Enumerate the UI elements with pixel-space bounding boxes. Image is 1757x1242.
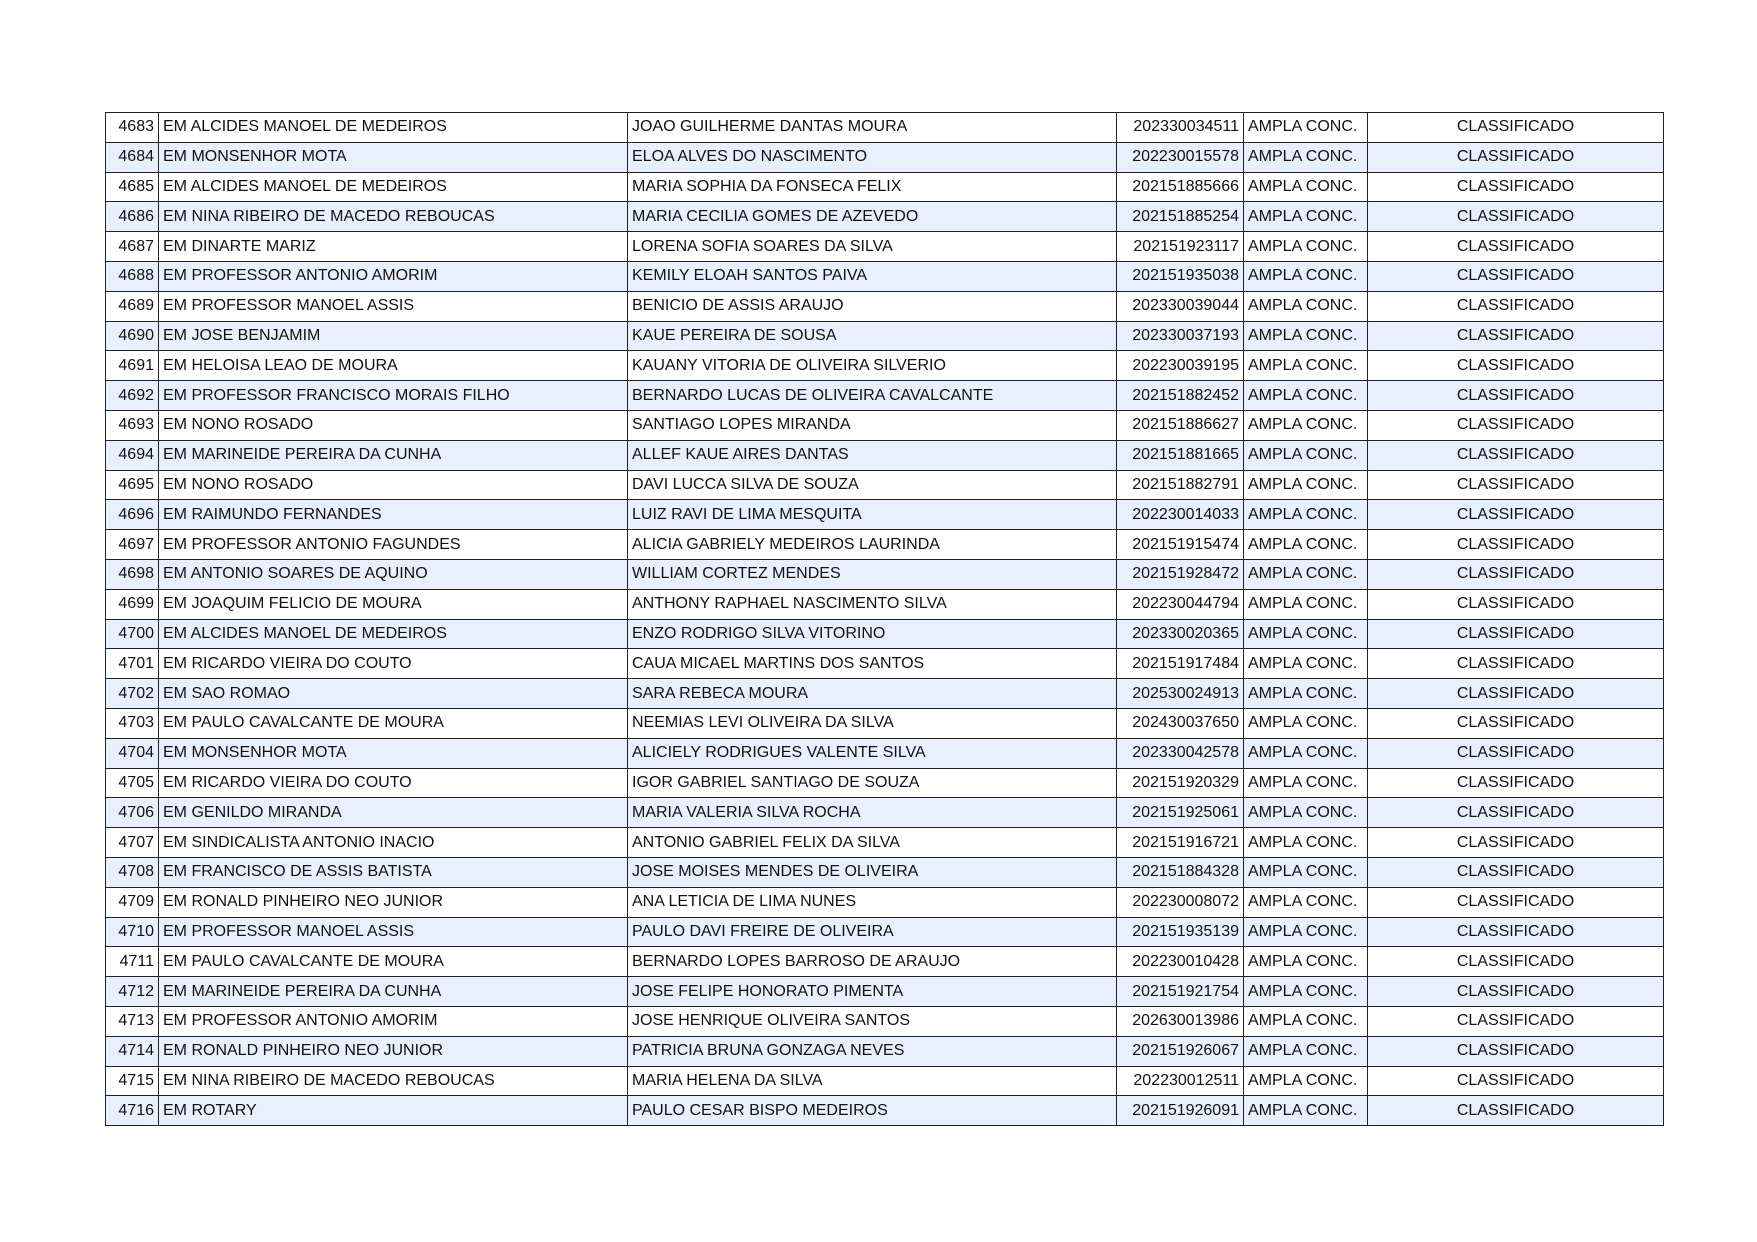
school-cell: EM NONO ROSADO [159, 470, 628, 500]
registration-id-cell: 202151921754 [1117, 977, 1244, 1007]
school-cell: EM GENILDO MIRANDA [159, 798, 628, 828]
school-cell: EM MARINEIDE PEREIRA DA CUNHA [159, 440, 628, 470]
status-cell: CLASSIFICADO [1368, 798, 1664, 828]
table-row [106, 470, 1664, 500]
table-row [106, 679, 1664, 709]
modality-cell: AMPLA CONC. [1244, 1006, 1368, 1036]
status-cell: CLASSIFICADO [1368, 381, 1664, 411]
modality-cell: AMPLA CONC. [1244, 1096, 1368, 1126]
row-number-cell: 4707 [106, 828, 159, 858]
status-cell: CLASSIFICADO [1368, 113, 1664, 143]
registration-id-cell: 202230012511 [1117, 1066, 1244, 1096]
modality-cell: AMPLA CONC. [1244, 708, 1368, 738]
modality-cell: AMPLA CONC. [1244, 410, 1368, 440]
school-cell: EM PROFESSOR ANTONIO AMORIM [159, 261, 628, 291]
registration-id-cell: 202330039044 [1117, 291, 1244, 321]
student-name-cell: ELOA ALVES DO NASCIMENTO [628, 142, 1117, 172]
modality-cell: AMPLA CONC. [1244, 738, 1368, 768]
table-row [106, 440, 1664, 470]
row-number-cell: 4687 [106, 232, 159, 262]
school-cell: EM NONO ROSADO [159, 410, 628, 440]
modality-cell: AMPLA CONC. [1244, 977, 1368, 1007]
table-row [106, 619, 1664, 649]
modality-cell: AMPLA CONC. [1244, 440, 1368, 470]
table-row [106, 917, 1664, 947]
registration-id-cell: 202151882791 [1117, 470, 1244, 500]
modality-cell: AMPLA CONC. [1244, 559, 1368, 589]
student-name-cell: SANTIAGO LOPES MIRANDA [628, 410, 1117, 440]
student-name-cell: ENZO RODRIGO SILVA VITORINO [628, 619, 1117, 649]
registration-id-cell: 202430037650 [1117, 708, 1244, 738]
row-number-cell: 4699 [106, 589, 159, 619]
registration-id-cell: 202330042578 [1117, 738, 1244, 768]
status-cell: CLASSIFICADO [1368, 828, 1664, 858]
status-cell: CLASSIFICADO [1368, 619, 1664, 649]
table-row [106, 202, 1664, 232]
status-cell: CLASSIFICADO [1368, 291, 1664, 321]
modality-cell: AMPLA CONC. [1244, 142, 1368, 172]
table-row [106, 410, 1664, 440]
status-cell: CLASSIFICADO [1368, 917, 1664, 947]
school-cell: EM MONSENHOR MOTA [159, 142, 628, 172]
student-name-cell: BERNARDO LUCAS DE OLIVEIRA CAVALCANTE [628, 381, 1117, 411]
student-name-cell: ANTONIO GABRIEL FELIX DA SILVA [628, 828, 1117, 858]
status-cell: CLASSIFICADO [1368, 142, 1664, 172]
modality-cell: AMPLA CONC. [1244, 768, 1368, 798]
modality-cell: AMPLA CONC. [1244, 291, 1368, 321]
status-cell: CLASSIFICADO [1368, 947, 1664, 977]
row-number-cell: 4716 [106, 1096, 159, 1126]
row-number-cell: 4706 [106, 798, 159, 828]
student-name-cell: JOSE MOISES MENDES DE OLIVEIRA [628, 857, 1117, 887]
student-name-cell: LORENA SOFIA SOARES DA SILVA [628, 232, 1117, 262]
status-cell: CLASSIFICADO [1368, 500, 1664, 530]
registration-id-cell: 202630013986 [1117, 1006, 1244, 1036]
modality-cell: AMPLA CONC. [1244, 589, 1368, 619]
row-number-cell: 4696 [106, 500, 159, 530]
row-number-cell: 4705 [106, 768, 159, 798]
row-number-cell: 4693 [106, 410, 159, 440]
student-name-cell: MARIA HELENA DA SILVA [628, 1066, 1117, 1096]
registration-id-cell: 202151935038 [1117, 261, 1244, 291]
status-cell: CLASSIFICADO [1368, 1006, 1664, 1036]
school-cell: EM PROFESSOR MANOEL ASSIS [159, 291, 628, 321]
row-number-cell: 4694 [106, 440, 159, 470]
school-cell: EM ROTARY [159, 1096, 628, 1126]
school-cell: EM RAIMUNDO FERNANDES [159, 500, 628, 530]
student-name-cell: PAULO DAVI FREIRE DE OLIVEIRA [628, 917, 1117, 947]
row-number-cell: 4688 [106, 261, 159, 291]
registration-id-cell: 202230044794 [1117, 589, 1244, 619]
status-cell: CLASSIFICADO [1368, 1066, 1664, 1096]
student-name-cell: WILLIAM CORTEZ MENDES [628, 559, 1117, 589]
modality-cell: AMPLA CONC. [1244, 470, 1368, 500]
registration-id-cell: 202151884328 [1117, 857, 1244, 887]
school-cell: EM RICARDO VIEIRA DO COUTO [159, 768, 628, 798]
student-name-cell: JOSE FELIPE HONORATO PIMENTA [628, 977, 1117, 1007]
table-row [106, 291, 1664, 321]
table-row [106, 649, 1664, 679]
status-cell: CLASSIFICADO [1368, 232, 1664, 262]
status-cell: CLASSIFICADO [1368, 738, 1664, 768]
table-row [106, 232, 1664, 262]
registration-id-cell: 202151882452 [1117, 381, 1244, 411]
modality-cell: AMPLA CONC. [1244, 232, 1368, 262]
school-cell: EM PAULO CAVALCANTE DE MOURA [159, 947, 628, 977]
status-cell: CLASSIFICADO [1368, 649, 1664, 679]
school-cell: EM PROFESSOR ANTONIO FAGUNDES [159, 530, 628, 560]
school-cell: EM ANTONIO SOARES DE AQUINO [159, 559, 628, 589]
student-name-cell: IGOR GABRIEL SANTIAGO DE SOUZA [628, 768, 1117, 798]
table-row [106, 738, 1664, 768]
results-table [105, 112, 1664, 1126]
row-number-cell: 4689 [106, 291, 159, 321]
row-number-cell: 4713 [106, 1006, 159, 1036]
registration-id-cell: 202230008072 [1117, 887, 1244, 917]
school-cell: EM SINDICALISTA ANTONIO INACIO [159, 828, 628, 858]
row-number-cell: 4702 [106, 679, 159, 709]
row-number-cell: 4698 [106, 559, 159, 589]
row-number-cell: 4683 [106, 113, 159, 143]
row-number-cell: 4695 [106, 470, 159, 500]
registration-id-cell: 202151926067 [1117, 1036, 1244, 1066]
student-name-cell: KAUE PEREIRA DE SOUSA [628, 321, 1117, 351]
results-table-body [106, 113, 1664, 1126]
registration-id-cell: 202151935139 [1117, 917, 1244, 947]
school-cell: EM FRANCISCO DE ASSIS BATISTA [159, 857, 628, 887]
registration-id-cell: 202330037193 [1117, 321, 1244, 351]
school-cell: EM SAO ROMAO [159, 679, 628, 709]
row-number-cell: 4692 [106, 381, 159, 411]
school-cell: EM PAULO CAVALCANTE DE MOURA [159, 708, 628, 738]
table-row [106, 1036, 1664, 1066]
registration-id-cell: 202151916721 [1117, 828, 1244, 858]
row-number-cell: 4684 [106, 142, 159, 172]
school-cell: EM HELOISA LEAO DE MOURA [159, 351, 628, 381]
school-cell: EM PROFESSOR FRANCISCO MORAIS FILHO [159, 381, 628, 411]
table-row [106, 947, 1664, 977]
row-number-cell: 4697 [106, 530, 159, 560]
student-name-cell: BENICIO DE ASSIS ARAUJO [628, 291, 1117, 321]
modality-cell: AMPLA CONC. [1244, 887, 1368, 917]
registration-id-cell: 202151885666 [1117, 172, 1244, 202]
student-name-cell: MARIA VALERIA SILVA ROCHA [628, 798, 1117, 828]
row-number-cell: 4691 [106, 351, 159, 381]
registration-id-cell: 202151928472 [1117, 559, 1244, 589]
student-name-cell: DAVI LUCCA SILVA DE SOUZA [628, 470, 1117, 500]
modality-cell: AMPLA CONC. [1244, 828, 1368, 858]
row-number-cell: 4714 [106, 1036, 159, 1066]
table-row [106, 321, 1664, 351]
modality-cell: AMPLA CONC. [1244, 530, 1368, 560]
school-cell: EM ALCIDES MANOEL DE MEDEIROS [159, 619, 628, 649]
status-cell: CLASSIFICADO [1368, 202, 1664, 232]
status-cell: CLASSIFICADO [1368, 708, 1664, 738]
student-name-cell: BERNARDO LOPES BARROSO DE ARAUJO [628, 947, 1117, 977]
school-cell: EM DINARTE MARIZ [159, 232, 628, 262]
row-number-cell: 4686 [106, 202, 159, 232]
table-row [106, 1006, 1664, 1036]
row-number-cell: 4701 [106, 649, 159, 679]
row-number-cell: 4708 [106, 857, 159, 887]
school-cell: EM PROFESSOR MANOEL ASSIS [159, 917, 628, 947]
school-cell: EM RONALD PINHEIRO NEO JUNIOR [159, 887, 628, 917]
row-number-cell: 4709 [106, 887, 159, 917]
school-cell: EM NINA RIBEIRO DE MACEDO REBOUCAS [159, 202, 628, 232]
student-name-cell: MARIA CECILIA GOMES DE AZEVEDO [628, 202, 1117, 232]
status-cell: CLASSIFICADO [1368, 887, 1664, 917]
student-name-cell: ANA LETICIA DE LIMA NUNES [628, 887, 1117, 917]
registration-id-cell: 202151915474 [1117, 530, 1244, 560]
status-cell: CLASSIFICADO [1368, 1036, 1664, 1066]
registration-id-cell: 202330034511 [1117, 113, 1244, 143]
status-cell: CLASSIFICADO [1368, 559, 1664, 589]
student-name-cell: PATRICIA BRUNA GONZAGA NEVES [628, 1036, 1117, 1066]
registration-id-cell: 202151925061 [1117, 798, 1244, 828]
registration-id-cell: 202151881665 [1117, 440, 1244, 470]
school-cell: EM RONALD PINHEIRO NEO JUNIOR [159, 1036, 628, 1066]
row-number-cell: 4685 [106, 172, 159, 202]
table-row [106, 1096, 1664, 1126]
school-cell: EM JOSE BENJAMIM [159, 321, 628, 351]
table-row [106, 857, 1664, 887]
status-cell: CLASSIFICADO [1368, 530, 1664, 560]
student-name-cell: JOSE HENRIQUE OLIVEIRA SANTOS [628, 1006, 1117, 1036]
modality-cell: AMPLA CONC. [1244, 798, 1368, 828]
student-name-cell: NEEMIAS LEVI OLIVEIRA DA SILVA [628, 708, 1117, 738]
status-cell: CLASSIFICADO [1368, 1096, 1664, 1126]
student-name-cell: LUIZ RAVI DE LIMA MESQUITA [628, 500, 1117, 530]
student-name-cell: ALLEF KAUE AIRES DANTAS [628, 440, 1117, 470]
registration-id-cell: 202151917484 [1117, 649, 1244, 679]
modality-cell: AMPLA CONC. [1244, 351, 1368, 381]
student-name-cell: SARA REBECA MOURA [628, 679, 1117, 709]
status-cell: CLASSIFICADO [1368, 470, 1664, 500]
school-cell: EM RICARDO VIEIRA DO COUTO [159, 649, 628, 679]
student-name-cell: CAUA MICAEL MARTINS DOS SANTOS [628, 649, 1117, 679]
status-cell: CLASSIFICADO [1368, 589, 1664, 619]
registration-id-cell: 202330020365 [1117, 619, 1244, 649]
student-name-cell: ANTHONY RAPHAEL NASCIMENTO SILVA [628, 589, 1117, 619]
row-number-cell: 4711 [106, 947, 159, 977]
registration-id-cell: 202530024913 [1117, 679, 1244, 709]
registration-id-cell: 202230039195 [1117, 351, 1244, 381]
status-cell: CLASSIFICADO [1368, 351, 1664, 381]
table-row [106, 113, 1664, 143]
student-name-cell: ALICIA GABRIELY MEDEIROS LAURINDA [628, 530, 1117, 560]
student-name-cell: MARIA SOPHIA DA FONSECA FELIX [628, 172, 1117, 202]
row-number-cell: 4704 [106, 738, 159, 768]
table-row [106, 798, 1664, 828]
row-number-cell: 4710 [106, 917, 159, 947]
row-number-cell: 4712 [106, 977, 159, 1007]
modality-cell: AMPLA CONC. [1244, 202, 1368, 232]
student-name-cell: ALICIELY RODRIGUES VALENTE SILVA [628, 738, 1117, 768]
student-name-cell: PAULO CESAR BISPO MEDEIROS [628, 1096, 1117, 1126]
registration-id-cell: 202151926091 [1117, 1096, 1244, 1126]
row-number-cell: 4690 [106, 321, 159, 351]
status-cell: CLASSIFICADO [1368, 679, 1664, 709]
student-name-cell: KAUANY VITORIA DE OLIVEIRA SILVERIO [628, 351, 1117, 381]
status-cell: CLASSIFICADO [1368, 410, 1664, 440]
status-cell: CLASSIFICADO [1368, 321, 1664, 351]
school-cell: EM ALCIDES MANOEL DE MEDEIROS [159, 172, 628, 202]
modality-cell: AMPLA CONC. [1244, 1066, 1368, 1096]
row-number-cell: 4715 [106, 1066, 159, 1096]
modality-cell: AMPLA CONC. [1244, 857, 1368, 887]
modality-cell: AMPLA CONC. [1244, 113, 1368, 143]
modality-cell: AMPLA CONC. [1244, 917, 1368, 947]
modality-cell: AMPLA CONC. [1244, 172, 1368, 202]
school-cell: EM MONSENHOR MOTA [159, 738, 628, 768]
school-cell: EM MARINEIDE PEREIRA DA CUNHA [159, 977, 628, 1007]
table-row [106, 1066, 1664, 1096]
registration-id-cell: 202230015578 [1117, 142, 1244, 172]
status-cell: CLASSIFICADO [1368, 261, 1664, 291]
student-name-cell: JOAO GUILHERME DANTAS MOURA [628, 113, 1117, 143]
modality-cell: AMPLA CONC. [1244, 500, 1368, 530]
status-cell: CLASSIFICADO [1368, 768, 1664, 798]
registration-id-cell: 202230010428 [1117, 947, 1244, 977]
table-row [106, 828, 1664, 858]
status-cell: CLASSIFICADO [1368, 440, 1664, 470]
school-cell: EM NINA RIBEIRO DE MACEDO REBOUCAS [159, 1066, 628, 1096]
table-row [106, 381, 1664, 411]
school-cell: EM JOAQUIM FELICIO DE MOURA [159, 589, 628, 619]
registration-id-cell: 202230014033 [1117, 500, 1244, 530]
modality-cell: AMPLA CONC. [1244, 649, 1368, 679]
row-number-cell: 4703 [106, 708, 159, 738]
modality-cell: AMPLA CONC. [1244, 1036, 1368, 1066]
modality-cell: AMPLA CONC. [1244, 381, 1368, 411]
table-row [106, 708, 1664, 738]
table-row [106, 559, 1664, 589]
modality-cell: AMPLA CONC. [1244, 261, 1368, 291]
table-row [106, 977, 1664, 1007]
modality-cell: AMPLA CONC. [1244, 321, 1368, 351]
registration-id-cell: 202151920329 [1117, 768, 1244, 798]
table-row [106, 887, 1664, 917]
registration-id-cell: 202151923117 [1117, 232, 1244, 262]
student-name-cell: KEMILY ELOAH SANTOS PAIVA [628, 261, 1117, 291]
table-row [106, 589, 1664, 619]
table-row [106, 530, 1664, 560]
table-row [106, 351, 1664, 381]
status-cell: CLASSIFICADO [1368, 977, 1664, 1007]
table-row [106, 261, 1664, 291]
school-cell: EM ALCIDES MANOEL DE MEDEIROS [159, 113, 628, 143]
modality-cell: AMPLA CONC. [1244, 679, 1368, 709]
modality-cell: AMPLA CONC. [1244, 947, 1368, 977]
registration-id-cell: 202151886627 [1117, 410, 1244, 440]
table-row [106, 142, 1664, 172]
modality-cell: AMPLA CONC. [1244, 619, 1368, 649]
table-row [106, 172, 1664, 202]
status-cell: CLASSIFICADO [1368, 857, 1664, 887]
registration-id-cell: 202151885254 [1117, 202, 1244, 232]
table-row [106, 500, 1664, 530]
status-cell: CLASSIFICADO [1368, 172, 1664, 202]
table-row [106, 768, 1664, 798]
row-number-cell: 4700 [106, 619, 159, 649]
school-cell: EM PROFESSOR ANTONIO AMORIM [159, 1006, 628, 1036]
